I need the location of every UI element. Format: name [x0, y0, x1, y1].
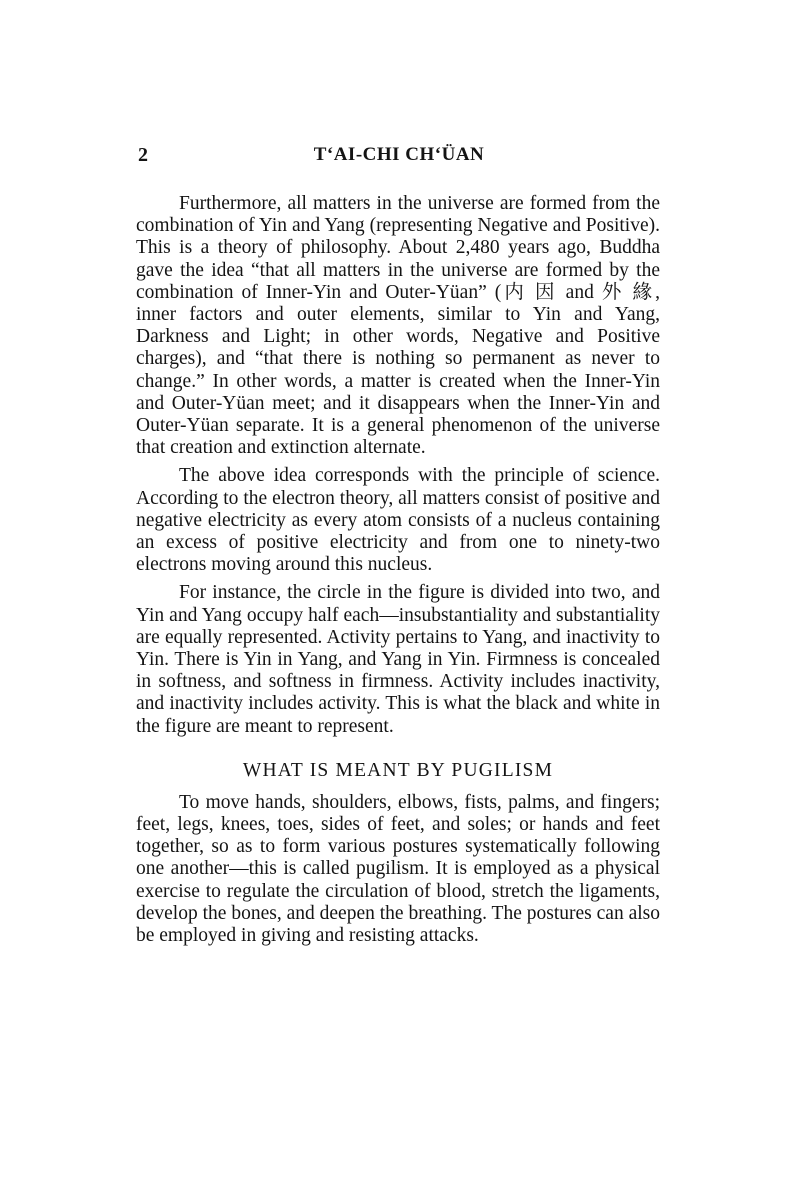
page-number: 2: [138, 144, 148, 166]
paragraph-electron-theory: The above idea corresponds with the principle of science. According to the electron theory, all matters consist of positive and negative electricity as every atom consists of a nucleus containing an excess of positive electricity and from one to ninety-two electrons moving around this nucleus.: [136, 465, 660, 576]
paragraph-universe-formation: Furthermore, all matters in the universe are formed from the combination of Yin and Yang (representing Negative and Positive). This is a theory of philosophy. About 2,480 years ago, Buddha gave the idea “that all matters in the universe are formed by the combination of Inner-Yin and Outer-Yüan” (内 因 and 外 緣, inner factors and outer elements, similar to Yin and Yang, Darkness and Light; in other words, Negative and Positive charges), and “that there is nothing so permanent as never to change.” In other words, a matter is created when the Inner-Yin and Outer-Yüan meet; and it disappears when the Inner-Yin and Outer-Yüan separate. It is a general phenomenon of the universe that creation and extinction alternate.: [136, 193, 660, 459]
section-heading: WHAT IS MEANT BY PUGILISM: [242, 759, 554, 781]
page-header: [138, 144, 660, 172]
running-title: T‘AI-CHI CH‘ÜAN: [313, 144, 485, 165]
paragraph-yin-yang-figure: For instance, the circle in the figure is divided into two, and Yin and Yang occupy half each—insubstantiality and substantiality are equally represented. Activity pertains to Yang, and inactivity to Yin. There is Yin in Yang, and Yang in Yin. Firmness is concealed in softness, and softness in firmness. Activity includes inactivity, and inactivity includes activity. This is what the black and white in the figure are meant to represent.: [136, 582, 660, 737]
paragraph-pugilism-definition: To move hands, shoulders, elbows, fists, palms, and fingers; feet, legs, knees, toes, sides of feet, and soles; or hands and feet together, so as to form various postures systematically following one another—this is called pugilism. It is employed as a physical exercise to regulate the circulation of blood, stretch the ligaments, develop the bones, and deepen the breathing. The postures can also be employed in giving and resisting attacks.: [136, 791, 660, 947]
body-text: [136, 193, 660, 947]
